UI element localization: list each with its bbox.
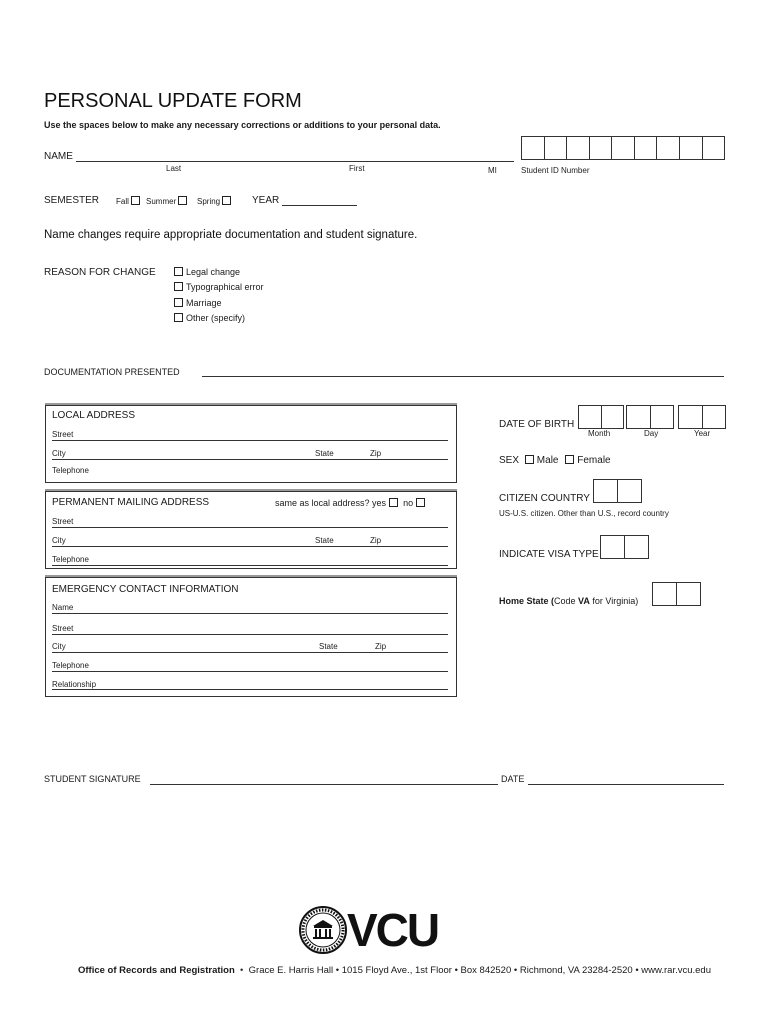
emergency-contact-box — [45, 577, 457, 697]
perm-zip-label: Zip — [370, 536, 382, 545]
name-label: NAME — [44, 151, 73, 162]
legal-checkbox[interactable] — [174, 267, 183, 276]
semester-fall[interactable] — [116, 196, 143, 206]
student-id-label: Student ID Number — [521, 166, 590, 175]
citizen-country-boxes[interactable] — [593, 479, 642, 503]
home-state-label — [499, 596, 638, 606]
perm-street-input[interactable] — [52, 527, 448, 528]
permanent-address-box — [45, 491, 457, 569]
semester-summer[interactable] — [146, 196, 190, 206]
emergency-relationship-input[interactable] — [52, 689, 448, 690]
perm-city-input[interactable] — [52, 546, 448, 547]
footer-address-text: Grace E. Harris Hall • 1015 Floyd Ave., 1st Floor • Box 842520 • Richmond, VA 23284-2520 • www.rar.vcu.edu — [248, 965, 711, 976]
home-state-mid: Code — [554, 596, 579, 606]
emergency-street-label: Street — [52, 624, 74, 633]
dob-label: DATE OF BIRTH — [499, 419, 575, 430]
home-state-pre: Home State ( — [499, 596, 555, 606]
perm-city-label: City — [52, 536, 66, 545]
name-last-label: Last — [166, 164, 182, 173]
emergency-state-label: State — [319, 642, 338, 651]
reason-label: REASON FOR CHANGE — [44, 267, 156, 278]
semester-label: SEMESTER — [44, 195, 100, 206]
permanent-address-title: PERMANENT MAILING ADDRESS — [52, 497, 210, 508]
dob-month-boxes[interactable] — [578, 405, 624, 429]
perm-state-label: State — [315, 536, 334, 545]
female-label: Female — [577, 455, 611, 466]
name-change-note: Name changes require appropriate documentation and student signature. — [44, 229, 418, 241]
name-input[interactable] — [76, 161, 514, 162]
local-address-title: LOCAL ADDRESS — [52, 410, 135, 421]
typo-checkbox[interactable] — [174, 282, 183, 291]
dob-month-label: Month — [588, 429, 611, 438]
sex-field — [499, 455, 611, 466]
name-first-label: First — [349, 164, 365, 173]
emergency-city-label: City — [52, 642, 66, 651]
sex-label: SEX — [499, 455, 520, 466]
reason-legal-label: Legal change — [186, 267, 241, 277]
emergency-name-label: Name — [52, 603, 74, 612]
spring-checkbox[interactable] — [222, 196, 231, 205]
documentation-input[interactable] — [202, 376, 724, 377]
reason-legal[interactable] — [174, 267, 240, 277]
same-no-checkbox[interactable] — [416, 498, 425, 507]
perm-telephone-input[interactable] — [52, 565, 448, 566]
semester-summer-label: Summer — [146, 197, 177, 206]
emergency-city-input[interactable] — [52, 652, 448, 653]
female-checkbox[interactable] — [565, 455, 574, 464]
local-telephone-label: Telephone — [52, 466, 89, 475]
visa-type-label: INDICATE VISA TYPE — [499, 549, 599, 560]
emergency-relationship-label: Relationship — [52, 680, 97, 689]
instructions: Use the spaces below to make any necessary corrections or additions to your personal data. — [44, 120, 441, 130]
footer-office: Office of Records and Registration — [78, 965, 235, 976]
reason-other[interactable] — [174, 313, 245, 323]
student-signature-label: STUDENT SIGNATURE — [44, 774, 141, 784]
visa-type-boxes[interactable] — [600, 535, 649, 559]
semester-spring-label: Spring — [197, 197, 221, 206]
dob-day-label: Day — [644, 429, 659, 438]
vcu-seal-logo — [299, 906, 347, 954]
marriage-checkbox[interactable] — [174, 298, 183, 307]
reason-typo-label: Typographical error — [186, 282, 264, 292]
home-state-post: for Virginia) — [589, 596, 639, 606]
local-street-input[interactable] — [52, 440, 448, 441]
local-city-input[interactable] — [52, 459, 448, 460]
name-mi-label: MI — [488, 166, 497, 175]
emergency-zip-label: Zip — [375, 642, 387, 651]
local-zip-label: Zip — [370, 449, 382, 458]
reason-marriage[interactable] — [174, 298, 222, 308]
same-question-label: same as local address? yes — [275, 498, 387, 508]
local-city-label: City — [52, 449, 66, 458]
date-label: DATE — [501, 774, 525, 784]
perm-telephone-label: Telephone — [52, 555, 89, 564]
summer-checkbox[interactable] — [178, 196, 187, 205]
home-state-boxes[interactable] — [652, 582, 701, 606]
year-label: YEAR — [252, 195, 280, 206]
local-street-label: Street — [52, 430, 74, 439]
emergency-street-input[interactable] — [52, 634, 448, 635]
perm-street-label: Street — [52, 517, 74, 526]
male-checkbox[interactable] — [525, 455, 534, 464]
emergency-telephone-input[interactable] — [52, 671, 448, 672]
emergency-title: EMERGENCY CONTACT INFORMATION — [52, 584, 239, 595]
dob-year-boxes[interactable] — [678, 405, 726, 429]
local-state-label: State — [315, 449, 334, 458]
page-title: PERSONAL UPDATE FORM — [44, 90, 302, 112]
documentation-label: DOCUMENTATION PRESENTED — [44, 367, 180, 377]
same-no-label: no — [403, 498, 414, 508]
same-as-local — [275, 498, 428, 508]
reason-typo[interactable] — [174, 282, 264, 292]
dob-year-label: Year — [694, 429, 711, 438]
emergency-name-input[interactable] — [52, 613, 448, 614]
citizen-note: US-U.S. citizen. Other than U.S., record country — [499, 509, 669, 518]
vcu-wordmark: VCU — [347, 904, 439, 956]
citizen-country-label: CITIZEN COUNTRY — [499, 493, 590, 504]
student-signature-input[interactable] — [150, 784, 498, 785]
male-label: Male — [536, 455, 559, 466]
reason-marriage-label: Marriage — [186, 298, 222, 308]
other-checkbox[interactable] — [174, 313, 183, 322]
date-input[interactable] — [528, 784, 724, 785]
student-id-boxes[interactable] — [521, 136, 725, 160]
same-yes-checkbox[interactable] — [389, 498, 398, 507]
dob-day-boxes[interactable] — [626, 405, 674, 429]
reason-other-label: Other (specify) — [186, 313, 246, 323]
home-state-code: VA — [578, 596, 590, 606]
footer-address: Office of Records and Registration • Grace E. Harris Hall • 1015 Floyd Ave., 1st Floor • Box 842520 • Richmond, VA 23284-2520 • www.rar.vcu.edu — [78, 965, 711, 976]
emergency-telephone-label: Telephone — [52, 661, 89, 670]
semester-fall-label: Fall — [116, 197, 129, 206]
fall-checkbox[interactable] — [131, 196, 140, 205]
year-input[interactable] — [282, 205, 357, 206]
local-address-box — [45, 405, 457, 483]
semester-spring[interactable] — [197, 196, 234, 206]
